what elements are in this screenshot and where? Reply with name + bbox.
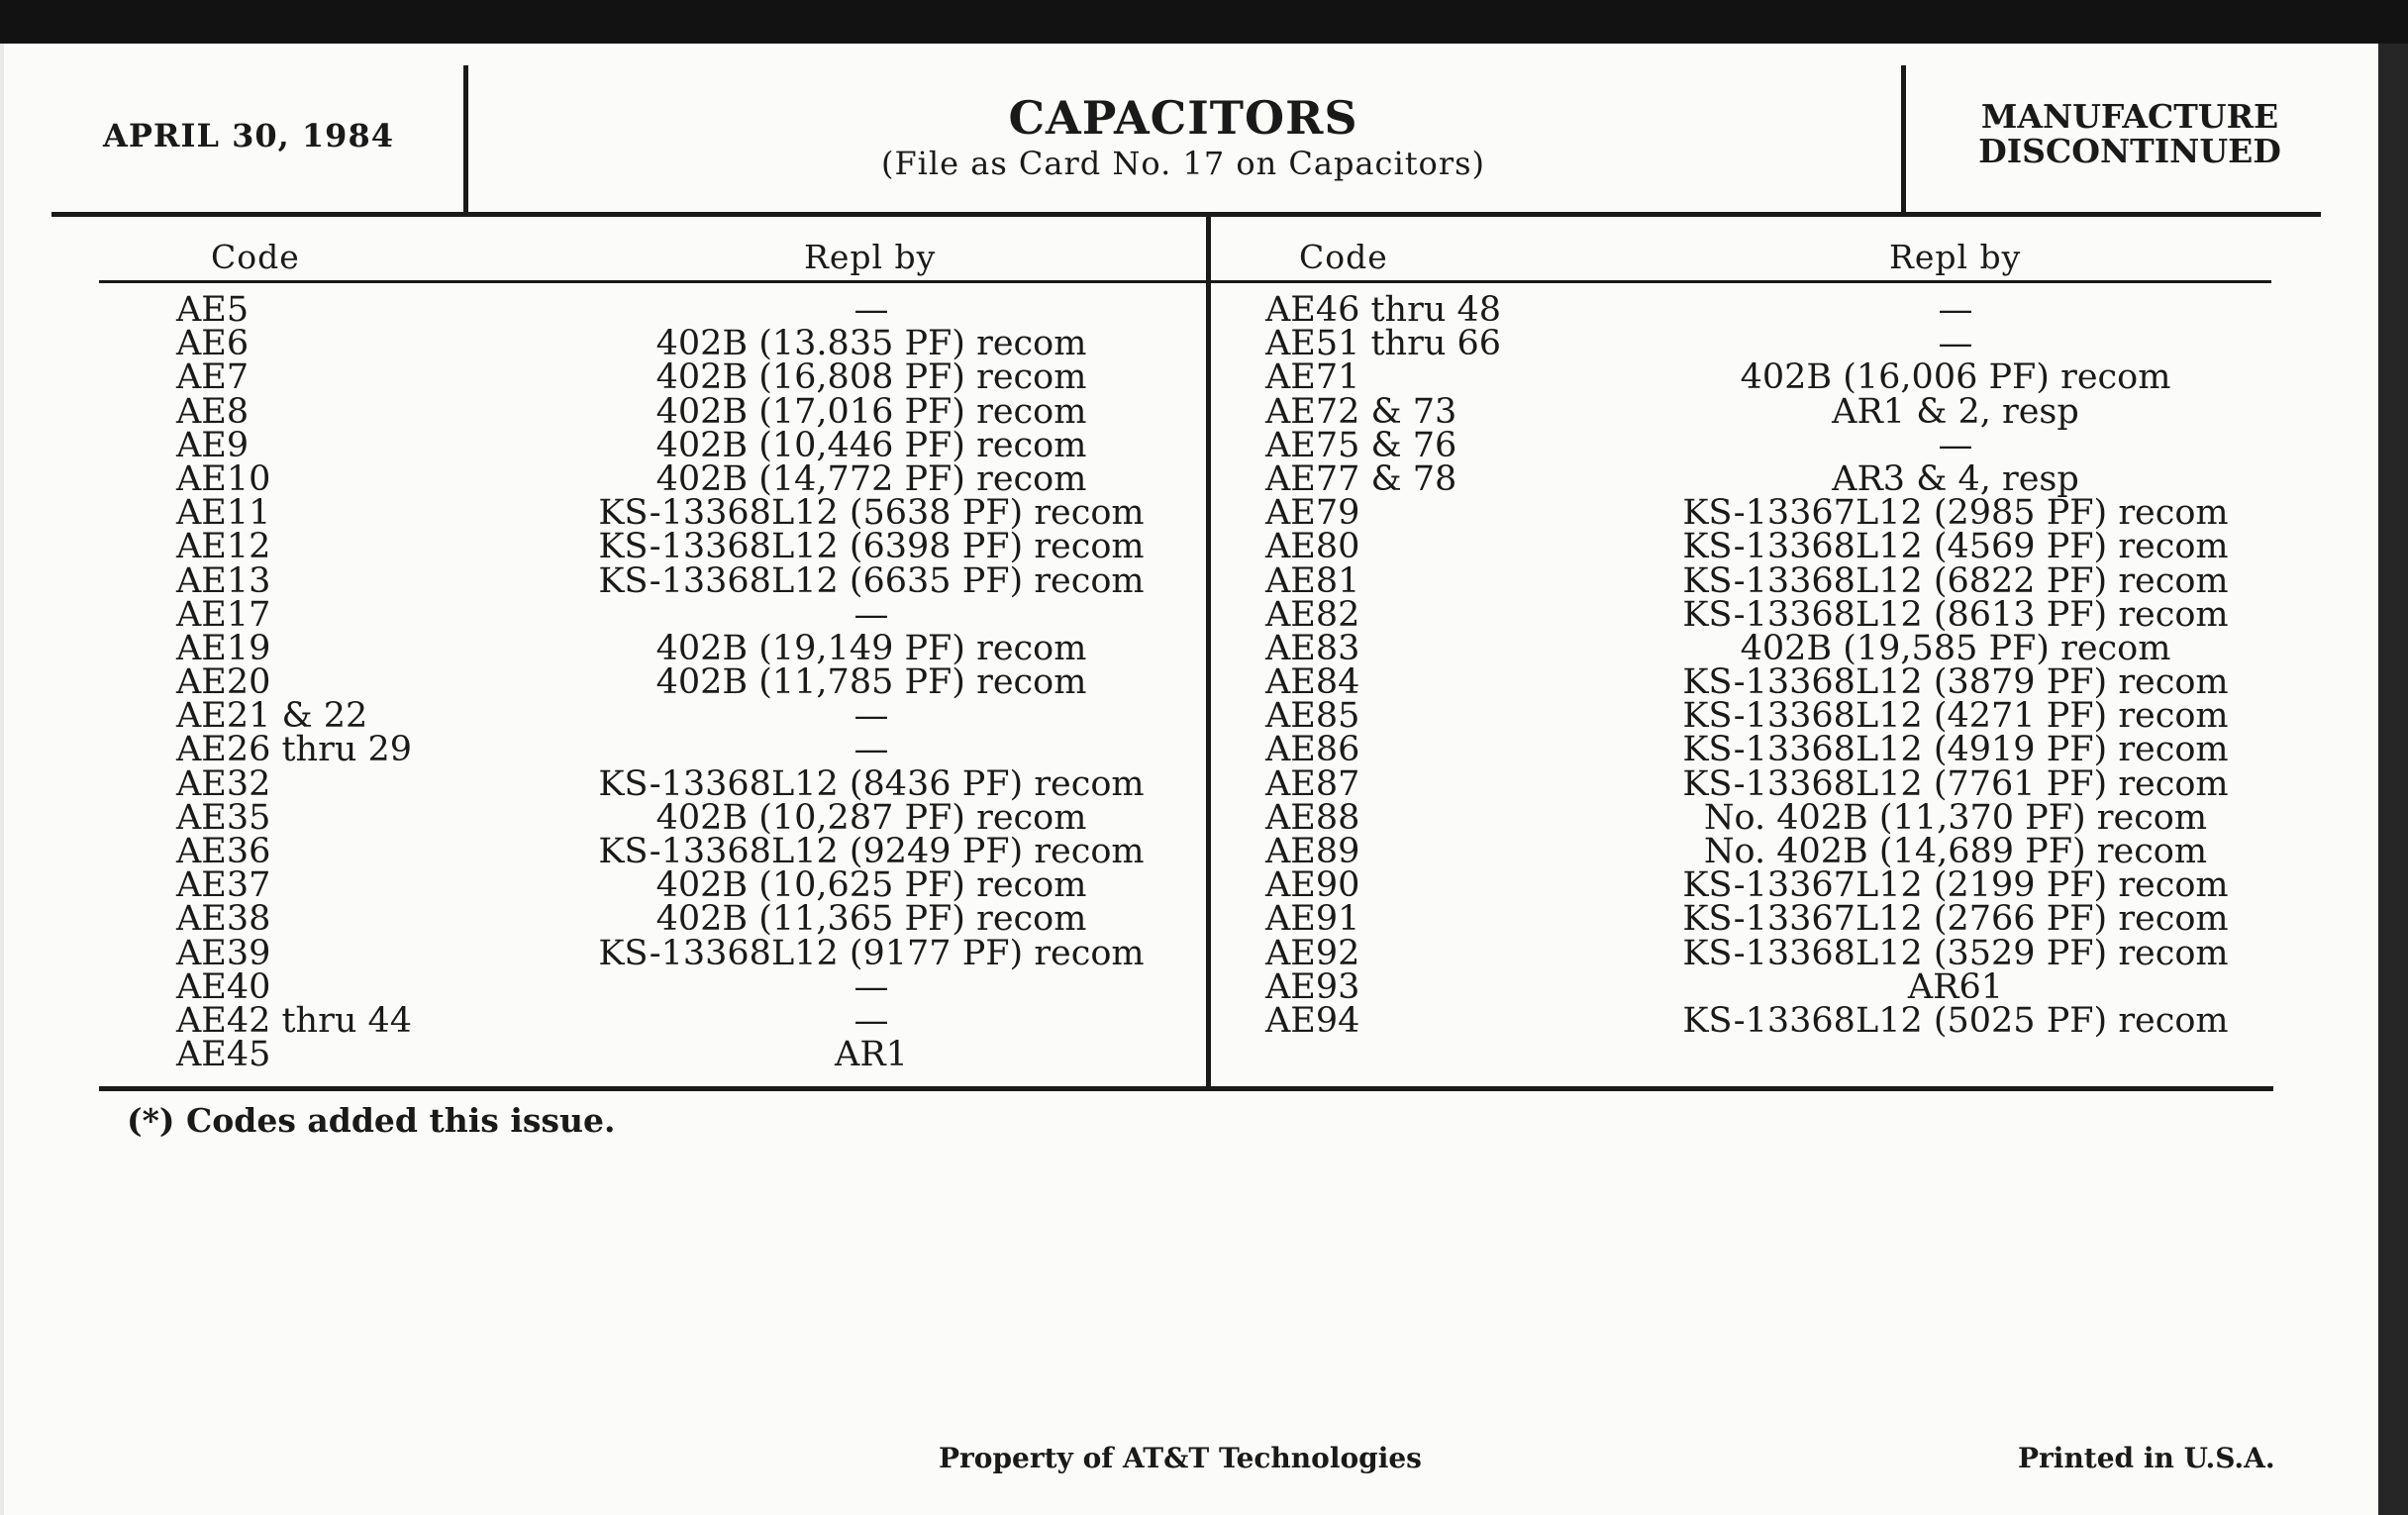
table-row-replacement: AR1 [835, 1035, 908, 1075]
table-bottom-rule [99, 1086, 2273, 1091]
table-row-replacement: 402B (13.835 PF) recom [655, 324, 1087, 364]
left-header-rule [99, 280, 1208, 283]
right-code-header: Code [1299, 238, 1388, 276]
left-repl-header: Repl by [804, 238, 937, 276]
table-row-code: AE17 [176, 594, 271, 635]
table-row-code: AE94 [1265, 1000, 1360, 1041]
table-row-code: AE51 thru 66 [1265, 324, 1502, 364]
table-row-replacement: KS-13368L12 (6635 PF) recom [598, 560, 1145, 601]
table-row-code: AE9 [176, 425, 250, 465]
table-row-replacement: KS-13368L12 (9177 PF) recom [598, 933, 1145, 973]
table-row-code: AE38 [176, 899, 271, 940]
table-row-code: AE81 [1265, 560, 1360, 601]
table-row-replacement: — [853, 730, 889, 770]
table-row-replacement: KS-13368L12 (4569 PF) recom [1682, 527, 2229, 567]
table-row-replacement: 402B (14,772 PF) recom [655, 458, 1087, 499]
table-row-replacement: 402B (16,006 PF) recom [1740, 357, 2171, 398]
left-code-column [176, 290, 473, 1075]
table-row-code: AE83 [1265, 628, 1360, 668]
table-row-code: AE82 [1265, 594, 1360, 635]
table-row-code: AE87 [1265, 763, 1360, 804]
table-row-replacement: KS-13368L12 (4271 PF) recom [1682, 696, 2229, 737]
table-row-code: AE32 [176, 763, 271, 804]
table-row-replacement: KS-13368L12 (5025 PF) recom [1682, 1000, 2229, 1041]
table-row-code: AE72 & 73 [1265, 391, 1457, 432]
table-row-code: AE80 [1265, 527, 1360, 567]
table-row-replacement: 402B (16,808 PF) recom [655, 357, 1087, 398]
right-code-column [1265, 290, 1582, 1041]
issue-date: APRIL 30, 1984 [103, 117, 394, 154]
table-row-replacement: — [853, 594, 889, 635]
table-row-replacement: 402B (17,016 PF) recom [655, 391, 1087, 432]
table-row-replacement: 402B (11,785 PF) recom [655, 662, 1087, 703]
status-label [1907, 99, 2353, 168]
table-row-replacement: KS-13367L12 (2199 PF) recom [1682, 865, 2229, 906]
table-row-replacement: KS-13368L12 (7761 PF) recom [1682, 763, 2229, 804]
table-row-replacement: — [853, 966, 889, 1007]
footer-property: Property of AT&T Technologies [939, 1442, 1422, 1474]
table-row-code: AE35 [176, 797, 271, 838]
footnote: (*) Codes added this issue. [127, 1101, 616, 1140]
right-header-rule [1208, 280, 2271, 283]
table-row-replacement: 402B (10,446 PF) recom [655, 425, 1087, 465]
status-line-2: DISCONTINUED [1978, 132, 2281, 170]
table-row-code: AE42 thru 44 [176, 1000, 413, 1041]
table-row-replacement: KS-13368L12 (5638 PF) recom [598, 493, 1145, 534]
table-row-replacement: — [1938, 425, 1973, 465]
table-row-code: AE5 [176, 290, 250, 330]
header-divider-right [1901, 65, 1906, 214]
table-row-replacement: — [853, 1000, 889, 1041]
table-row-code: AE89 [1265, 832, 1360, 871]
table-row-code: AE85 [1265, 696, 1360, 737]
table-row-code: AE37 [176, 865, 271, 906]
footer-printed: Printed in U.S.A. [2018, 1442, 2275, 1474]
scan-top-edge [0, 0, 2408, 44]
status-line-1: MANUFACTURE [1980, 97, 2279, 136]
table-row-code: AE20 [176, 662, 271, 703]
table-row-replacement: KS-13368L12 (3529 PF) recom [1682, 933, 2229, 973]
table-row-code: AE71 [1265, 357, 1360, 398]
table-row-replacement: KS-13368L12 (8436 PF) recom [598, 763, 1145, 804]
table-row-replacement: AR3 & 4, resp [1832, 458, 2079, 499]
table-row-replacement: 402B (19,585 PF) recom [1740, 628, 2171, 668]
table-row-code: AE10 [176, 458, 271, 499]
document-title: CAPACITORS [1008, 91, 1358, 145]
table-row-code: AE93 [1265, 966, 1360, 1007]
table-row-replacement: KS-13368L12 (3879 PF) recom [1682, 662, 2229, 703]
table-center-divider [1206, 214, 1211, 1091]
header-rule [51, 212, 2321, 217]
table-row-code: AE90 [1265, 865, 1360, 906]
right-repl-column [1644, 290, 2267, 1041]
table-row-code: AE40 [176, 966, 271, 1007]
table-row-code: AE12 [176, 527, 271, 567]
table-row-code: AE88 [1265, 797, 1360, 838]
document-subtitle: (File as Card No. 17 on Capacitors) [880, 145, 1486, 182]
table-row-replacement: — [853, 290, 889, 330]
table-row-replacement: 402B (10,625 PF) recom [655, 865, 1087, 906]
table-row-code: AE86 [1265, 730, 1360, 770]
left-repl-column [554, 290, 1188, 1075]
table-row-code: AE45 [176, 1035, 271, 1075]
table-row-replacement: 402B (11,365 PF) recom [655, 899, 1087, 940]
table-row-code: AE6 [176, 324, 250, 364]
table-row-replacement: KS-13368L12 (9249 PF) recom [598, 832, 1145, 871]
scan-right-edge [2378, 44, 2408, 1515]
table-row-code: AE92 [1265, 933, 1360, 973]
right-repl-header: Repl by [1889, 238, 2022, 276]
table-row-code: AE7 [176, 357, 250, 398]
table-row-replacement: AR61 [1907, 966, 2004, 1007]
table-row-replacement: KS-13368L12 (6398 PF) recom [598, 527, 1145, 567]
table-row-replacement: 402B (19,149 PF) recom [655, 628, 1087, 668]
table-row-code: AE46 thru 48 [1265, 290, 1502, 330]
table-row-replacement: KS-13368L12 (6822 PF) recom [1682, 560, 2229, 601]
table-row-code: AE75 & 76 [1265, 425, 1457, 465]
table-row-replacement: AR1 & 2, resp [1832, 391, 2079, 432]
left-code-header: Code [211, 238, 300, 276]
table-row-code: AE84 [1265, 662, 1360, 703]
table-row-replacement: KS-13367L12 (2985 PF) recom [1682, 493, 2229, 534]
table-row-code: AE8 [176, 391, 250, 432]
table-row-replacement: KS-13368L12 (8613 PF) recom [1682, 594, 2229, 635]
table-row-code: AE39 [176, 933, 271, 973]
table-row-replacement: No. 402B (14,689 PF) recom [1703, 832, 2208, 871]
table-row-code: AE26 thru 29 [176, 730, 413, 770]
table-row-code: AE77 & 78 [1265, 458, 1457, 499]
table-row-code: AE79 [1265, 493, 1360, 534]
table-row-replacement: — [853, 696, 889, 737]
table-row-code: AE36 [176, 832, 271, 871]
table-row-code: AE91 [1265, 899, 1360, 940]
table-row-replacement: — [1938, 324, 1973, 364]
table-row-replacement: — [1938, 290, 1973, 330]
table-row-code: AE21 & 22 [176, 696, 368, 737]
table-row-code: AE13 [176, 560, 271, 601]
table-row-replacement: No. 402B (11,370 PF) recom [1703, 797, 2208, 838]
table-row-replacement: KS-13368L12 (4919 PF) recom [1682, 730, 2229, 770]
table-row-code: AE19 [176, 628, 271, 668]
table-row-replacement: 402B (10,287 PF) recom [655, 797, 1087, 838]
table-row-replacement: KS-13367L12 (2766 PF) recom [1682, 899, 2229, 940]
table-row-code: AE11 [176, 493, 271, 534]
